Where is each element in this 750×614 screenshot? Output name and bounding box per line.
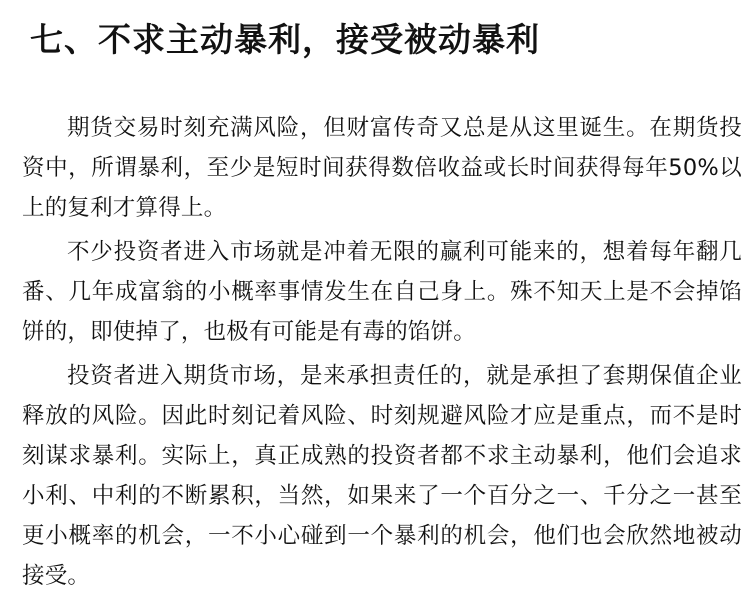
paragraph-1: 期货交易时刻充满风险，但财富传奇又总是从这里诞生。在期货投资中，所谓暴利，至少是短时间获得数倍收益或长时间获得每年50%以上的复利才算得上。 bbox=[22, 115, 742, 221]
section-title: 七、不求主动暴利，接受被动暴利 bbox=[30, 20, 540, 59]
document-body bbox=[22, 108, 742, 600]
paragraph-3: 投资者进入期货市场，是来承担责任的，就是承担了套期保值企业释放的风险。因此时刻记着风险、时刻规避风险才应是重点，而不是时刻谋求暴利。实际上，真正成熟的投资者都不求主动暴利，他们会追求小利、中利的不断累积，当然，如果来了一个百分之一、千分之一甚至更小概率的机会，一不小心碰到一个暴利的机会，他们也会欣然地被动接受。 bbox=[22, 363, 742, 589]
paragraph-2: 不少投资者进入市场就是冲着无限的赢利可能来的，想着每年翻几番、几年成富翁的小概率事情发生在自己身上。殊不知天上是不会掉馅饼的，即使掉了，也极有可能是有毒的馅饼。 bbox=[22, 239, 742, 345]
